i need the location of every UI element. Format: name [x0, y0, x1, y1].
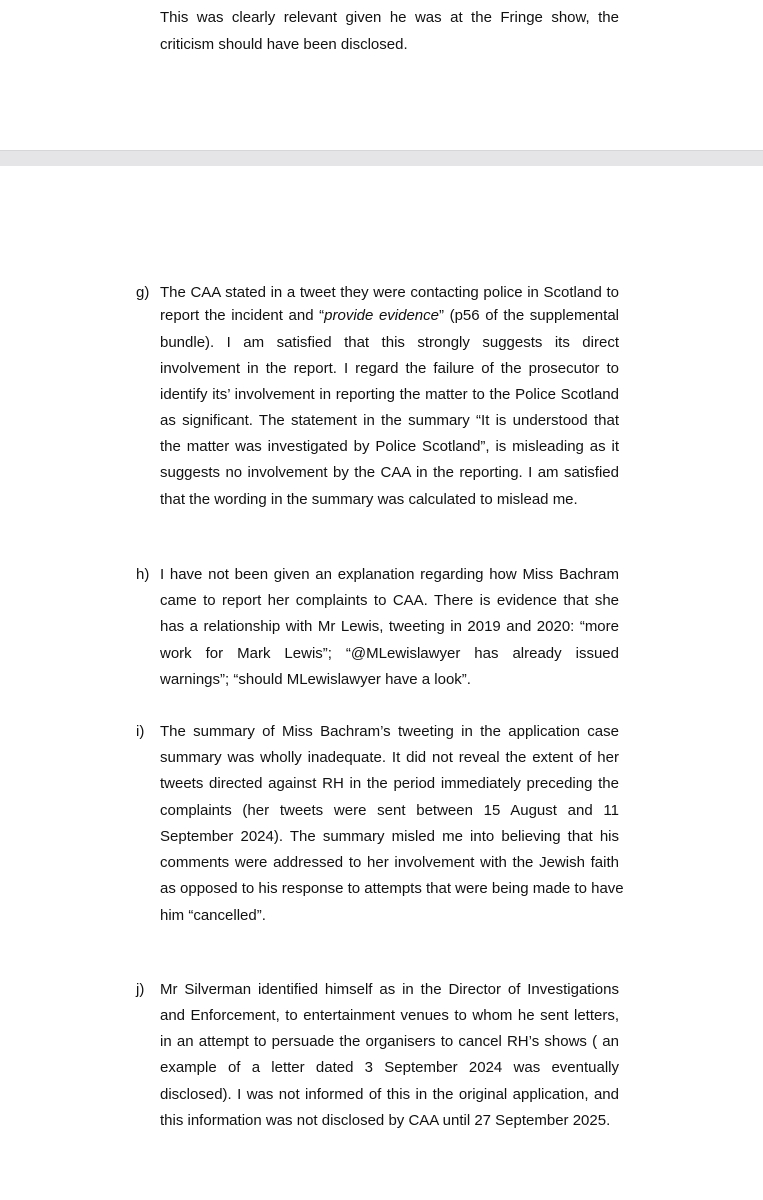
paragraph-j-line-1: Mr Silverman identified himself as in the Director of Investigations — [160, 981, 619, 998]
paragraph-i-line-4: complaints (her tweets were sent between 15 August and 11 — [160, 802, 619, 819]
paragraph-j-line-6: this information was not disclosed by CAA until 27 September 2025. — [160, 1112, 611, 1129]
paragraph-i-line-3: tweets directed against RH in the period immediately preceding the — [160, 775, 619, 792]
paragraph-label-i: i) — [136, 723, 145, 740]
paragraph-g-line-3: bundle). I am satisfied that this strongly suggests its direct — [160, 334, 619, 351]
paragraph-g-line-8: suggests no involvement by the CAA in the reporting. I am satisfied — [160, 464, 619, 481]
top-page-line-2: criticism should have been disclosed. — [160, 36, 408, 53]
paragraph-i-line-7: as opposed to his response to attempts that were being made to have — [160, 880, 624, 897]
paragraph-i-line-5: September 2024). The summary misled me into believing that his — [160, 828, 619, 845]
paragraph-g-line-5: identify its’ involvement in reporting the matter to the Police Scotland — [160, 386, 619, 403]
paragraph-h-line-2: came to report her complaints to CAA. There is evidence that she — [160, 592, 619, 609]
paragraph-g-line-4: involvement in the report. I regard the failure of the prosecutor to — [160, 360, 619, 377]
paragraph-h-line-4: work for Mark Lewis”; “@MLewislawyer has already issued — [160, 645, 619, 662]
paragraph-g-line-9: that the wording in the summary was calculated to mislead me. — [160, 491, 578, 508]
paragraph-i-line-8: him “cancelled”. — [160, 907, 266, 924]
paragraph-h-line-1: I have not been given an explanation regarding how Miss Bachram — [160, 566, 619, 583]
previous-page — [0, 0, 763, 151]
paragraph-g-line-2: report the incident and “provide evidence” (p56 of the supplemental — [160, 307, 619, 324]
paragraph-j-line-5: disclosed). I was not informed of this in the original application, and — [160, 1086, 619, 1103]
paragraph-h-line-3: has a relationship with Mr Lewis, tweeting in 2019 and 2020: “more — [160, 618, 619, 635]
paragraph-label-g: g) — [136, 284, 150, 301]
emphasis-text: provide evidence — [324, 307, 439, 324]
paragraph-g-line-6: as significant. The statement in the summary “It is understood that — [160, 412, 619, 429]
paragraph-j-line-4: example of a letter dated 3 September 2024 was eventually — [160, 1059, 619, 1076]
paragraph-label-j: j) — [136, 981, 145, 998]
paragraph-g-line-1: The CAA stated in a tweet they were contacting police in Scotland to — [160, 284, 619, 301]
paragraph-j-line-2: and Enforcement, to entertainment venues to whom he sent letters, — [160, 1007, 619, 1024]
paragraph-i-line-1: The summary of Miss Bachram’s tweeting in the application case — [160, 723, 619, 740]
paragraph-label-h: h) — [136, 566, 150, 583]
paragraph-i-line-6: comments were addressed to her involvement with the Jewish faith — [160, 854, 619, 871]
paragraph-h-line-5: warnings”; “should MLewislawyer have a look”. — [160, 671, 471, 688]
page-separator — [0, 151, 763, 166]
paragraph-g-line-7: the matter was investigated by Police Scotland”, is misleading as it — [160, 438, 619, 455]
top-page-line-1: This was clearly relevant given he was at the Fringe show, the — [160, 9, 619, 26]
paragraph-i-line-2: summary was wholly inadequate. It did not reveal the extent of her — [160, 749, 619, 766]
paragraph-j-line-3: in an attempt to persuade the organisers to cancel RH’s shows ( an — [160, 1033, 619, 1050]
